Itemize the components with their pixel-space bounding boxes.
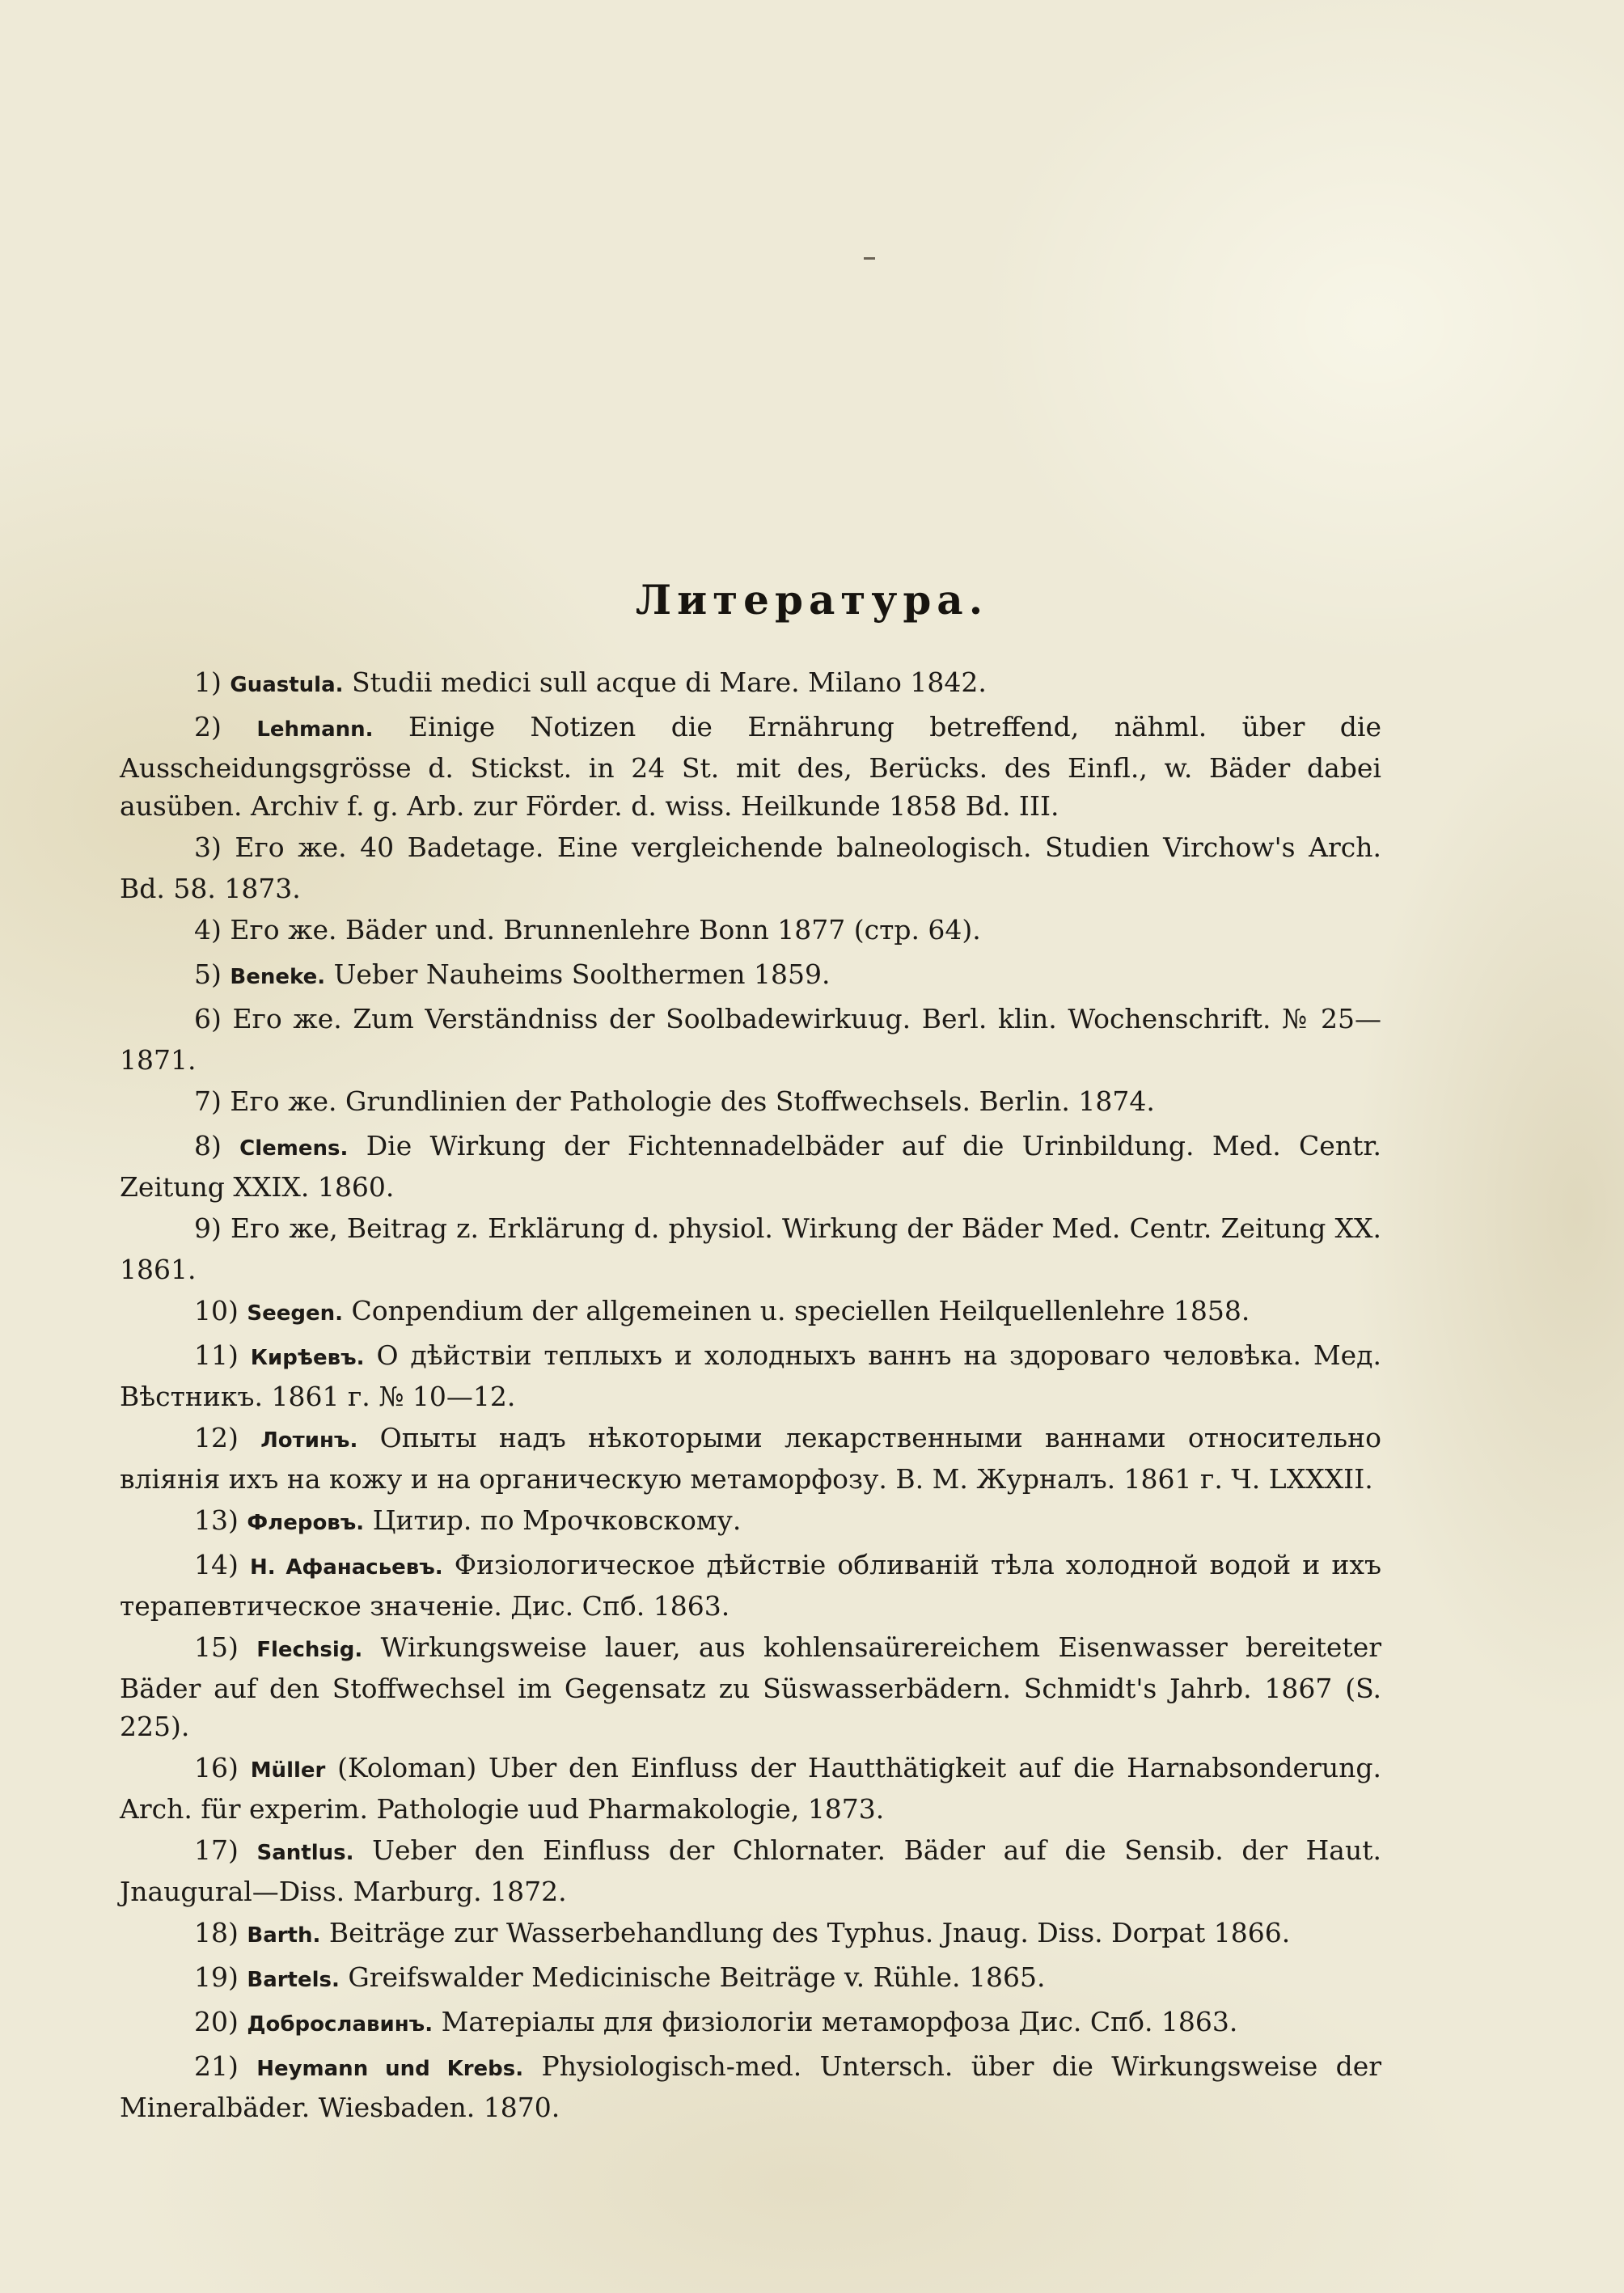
reference-number: 3): [194, 831, 222, 863]
reference-text: Beiträge zur Wasserbehandlung des Typhus. Jnaug. Diss. Dorpat 1866.: [328, 1917, 1291, 1948]
reference-text: Его же. Bäder und. Brunnenlehre Bonn 1877 (стр. 64).: [230, 914, 981, 946]
reference-item: [120, 1546, 1381, 1625]
reference-text: Conpendium der allgemeinen u. speciellen Heilquellenlehre 1858.: [351, 1295, 1250, 1326]
reference-number: 18): [194, 1917, 239, 1948]
reference-author: Seegen.: [247, 1301, 343, 1326]
reference-text: Greifswalder Medicinische Beiträge v. Rühle. 1865.: [348, 1961, 1046, 1993]
reference-text: Его же. 40 Badetage. Eine vergleichende balneologisch. Studien Virchow's Arch. Bd. 58. 1873.: [120, 831, 1381, 904]
reference-number: 16): [194, 1752, 239, 1783]
reference-text: Его же. Zum Verständniss der Soolbadewirkuug. Berl. klin. Wochenschrift. № 25—1871.: [120, 1003, 1381, 1076]
reference-item: [120, 1000, 1381, 1079]
reference-number: 2): [194, 711, 222, 742]
reference-author: Bartels.: [247, 1968, 340, 1992]
reference-item: [120, 1209, 1381, 1288]
reference-author: Clemens.: [239, 1136, 349, 1161]
reference-number: 4): [194, 914, 222, 946]
reference-text: Матеріалы для физіологіи метаморфоза Дис. Спб. 1863.: [441, 2006, 1238, 2037]
reference-author: Н. Афанасьевъ.: [250, 1555, 443, 1580]
page-title: Литература.: [635, 576, 989, 624]
reference-list: [120, 663, 1381, 2130]
reference-author: Beneke.: [230, 965, 326, 989]
reference-item: [120, 1336, 1381, 1415]
reference-number: 19): [194, 1961, 239, 1993]
reference-number: 10): [194, 1295, 239, 1326]
reference-item: [120, 1831, 1381, 1910]
reference-author: Лотинъ.: [260, 1428, 358, 1453]
reference-text: Его же. Grundlinien der Pathologie des Stoffwechsels. Berlin. 1874.: [230, 1085, 1155, 1117]
reference-number: 21): [194, 2050, 239, 2082]
reference-author: Кирѣевъ.: [250, 1346, 365, 1370]
reference-item: [120, 1292, 1381, 1333]
reference-text: Ueber den Einfluss der Chlornater. Bäder auf die Sensib. der Haut. Jnaugural—Diss. Marburg. 1872.: [120, 1834, 1381, 1907]
reference-text: (Koloman) Uber den Einfluss der Hautthätigkeit auf die Harnabsonderung. Arch. für experim. Pathologie uud Pharmakologie, 1873.: [120, 1752, 1381, 1825]
reference-author: Flechsig.: [256, 1638, 363, 1662]
reference-author: Heymann und Krebs.: [256, 2057, 524, 2081]
reference-author: Barth.: [247, 1923, 321, 1948]
reference-author: Müller: [250, 1758, 326, 1783]
reference-item: [120, 1419, 1381, 1498]
reference-item: [120, 708, 1381, 825]
reference-number: 20): [194, 2006, 239, 2037]
reference-author: Lehmann.: [256, 717, 374, 742]
reference-text: Die Wirkung der Fichtennadelbäder auf die Urinbildung. Med. Centr. Zeitung XXIX. 1860.: [120, 1130, 1381, 1203]
reference-text: Физіологическое дѣйствіе обливаній тѣла холодной водой и ихъ терапевтическое значеніе. Дис. Спб. 1863.: [120, 1549, 1381, 1622]
reference-text: Цитир. по Мрочковскому.: [372, 1504, 742, 1536]
reference-item: [120, 1501, 1381, 1542]
page-mark: [864, 257, 875, 260]
reference-number: 15): [194, 1631, 239, 1663]
reference-item: [120, 955, 1381, 996]
reference-author: Доброславинъ.: [247, 2012, 433, 2037]
reference-number: 6): [194, 1003, 222, 1034]
reference-text: Ueber Nauheims Soolthermen 1859.: [333, 958, 831, 990]
reference-item: [120, 1749, 1381, 1828]
reference-text: О дѣйствіи теплыхъ и холодныхъ ваннъ на здороваго человѣка. Мед. Вѣстникъ. 1861 г. № 10—12.: [120, 1339, 1381, 1412]
reference-number: 7): [194, 1085, 222, 1117]
reference-text: Physiologisch-med. Untersch. über die Wirkungsweise der Mineralbäder. Wiesbaden. 1870.: [120, 2050, 1381, 2123]
reference-number: 14): [194, 1549, 239, 1580]
reference-number: 5): [194, 958, 222, 990]
reference-item: [120, 1082, 1381, 1123]
reference-author: Santlus.: [256, 1841, 354, 1865]
reference-number: 8): [194, 1130, 222, 1161]
reference-text: Опыты надъ нѣкоторыми лекарственными ваннами относительно вліянія ихъ на кожу и на органическую метаморфозу. В. М. Журналъ. 1861 г. Ч. LXXXII.: [120, 1422, 1381, 1495]
reference-number: 17): [194, 1834, 239, 1866]
reference-author: Флеровъ.: [247, 1511, 365, 1535]
reference-text: Wirkungsweise lauer, aus kohlensaürereichem Eisenwasser bereiteter Bäder auf den Stoffwechsel im Gegensatz zu Süswasserbädern. Schmidt's Jahrb. 1867 (S. 225).: [120, 1631, 1381, 1742]
reference-item: [120, 1628, 1381, 1745]
reference-text: Его же, Beitrag z. Erklärung d. physiol. Wirkung der Bäder Med. Centr. Zeitung XX. 1861.: [120, 1212, 1381, 1285]
reference-author: Guastula.: [230, 673, 344, 697]
reference-number: 13): [194, 1504, 239, 1536]
reference-item: [120, 1127, 1381, 1206]
reference-item: [120, 911, 1381, 952]
reference-number: 9): [194, 1212, 222, 1244]
reference-number: 1): [194, 666, 222, 698]
reference-text: Einige Notizen die Ernährung betreffend, nähml. über die Ausscheidungsgrösse d. Stickst. in 24 St. mit des, Berücks. des Einfl., w. Bäder dabei ausüben. Archiv f. g. Arb. zur Förder. d. wiss. Heilkunde 1858 Bd. III.: [120, 711, 1381, 822]
reference-item: [120, 828, 1381, 907]
reference-item: [120, 2047, 1381, 2126]
reference-number: 12): [194, 1422, 239, 1453]
reference-number: 11): [194, 1339, 239, 1371]
reference-item: [120, 1958, 1381, 1999]
reference-item: [120, 2003, 1381, 2044]
reference-text: Studii medici sull acque di Mare. Milano 1842.: [352, 666, 987, 698]
reference-item: [120, 1914, 1381, 1955]
reference-item: [120, 663, 1381, 704]
